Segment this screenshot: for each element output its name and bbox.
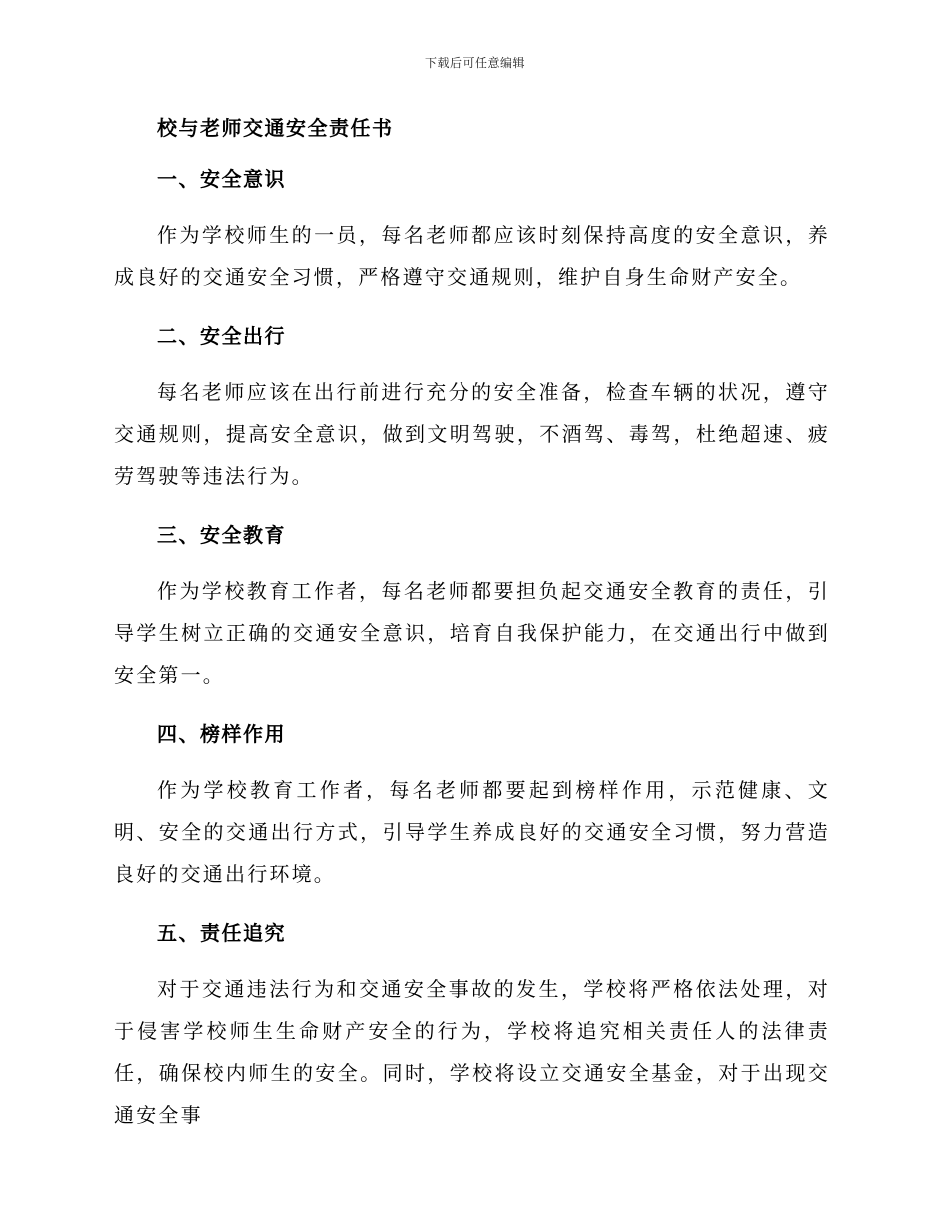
section-paragraph-5: 对于交通违法行为和交通安全事故的发生，学校将严格依法处理，对于侵害学校师生生命财产安全的行为，学校将追究相关责任人的法律责任，确保校内师生的安全。同时，学校将设立交通安全基金，对于出现交通安全事 bbox=[114, 977, 830, 1127]
document-body bbox=[114, 112, 830, 1158]
section-paragraph-2: 每名老师应该在出行前进行充分的安全准备，检查车辆的状况，遵守交通规则，提高安全意识，做到文明驾驶，不酒驾、毒驾，杜绝超速、疲劳驾驶等违法行为。 bbox=[114, 380, 830, 488]
section-paragraph-4: 作为学校教育工作者，每名老师都要起到榜样作用，示范健康、文明、安全的交通出行方式，引导学生养成良好的交通安全习惯，努力营造良好的交通出行环境。 bbox=[114, 778, 830, 886]
section-heading-1: 一、安全意识 bbox=[157, 167, 286, 191]
section-paragraph-3: 作为学校教育工作者，每名老师都要担负起交通安全教育的责任，引导学生树立正确的交通安全意识，培育自我保护能力，在交通出行中做到安全第一。 bbox=[114, 579, 830, 687]
section-heading-4: 四、榜样作用 bbox=[157, 722, 286, 746]
document-title: 校与老师交通安全责任书 bbox=[157, 116, 394, 140]
section-heading-5: 五、责任追究 bbox=[157, 921, 286, 945]
section-heading-2: 二、安全出行 bbox=[157, 324, 286, 348]
section-paragraph-1: 作为学校师生的一员，每名老师都应该时刻保持高度的安全意识，养成良好的交通安全习惯，严格遵守交通规则，维护自身生命财产安全。 bbox=[114, 223, 830, 289]
section-heading-3: 三、安全教育 bbox=[157, 523, 286, 547]
page-header: 下载后可任意编辑 bbox=[424, 56, 525, 70]
